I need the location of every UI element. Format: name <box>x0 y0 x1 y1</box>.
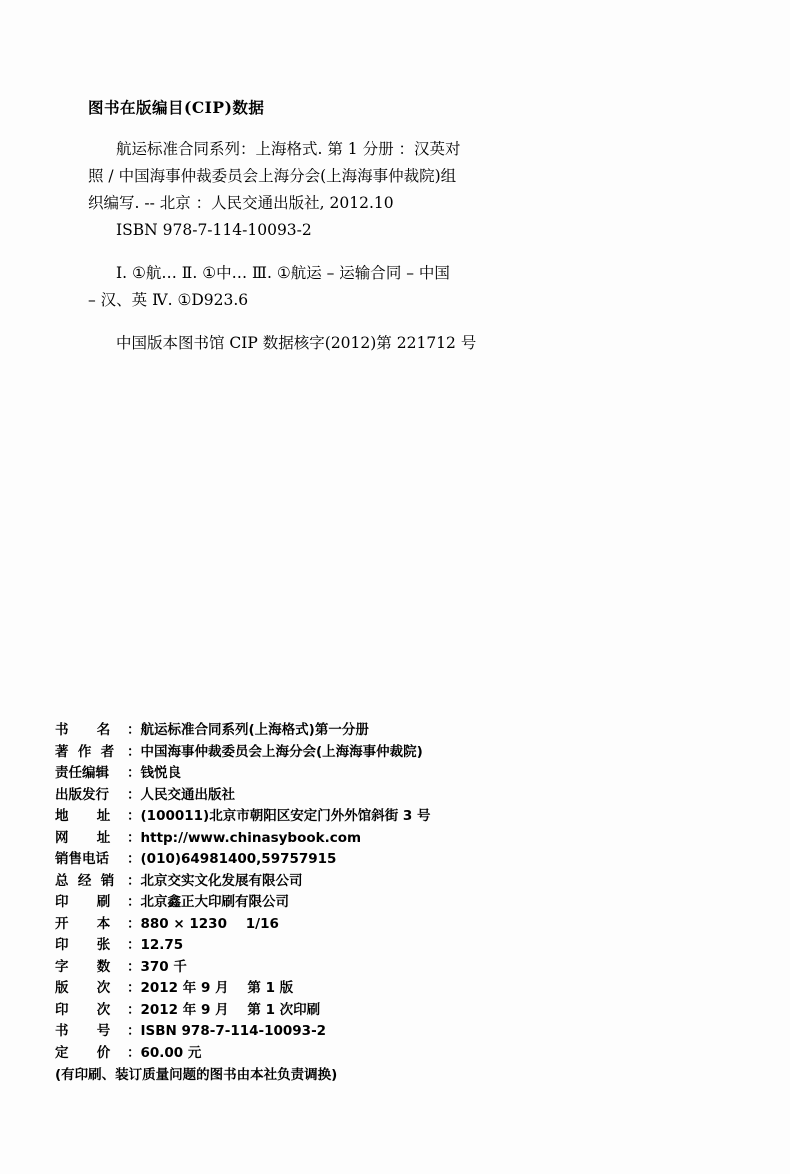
colophon-label: 版 次 <box>55 980 111 996</box>
cip-heading: 图书在版编目(CIP)数据 <box>88 98 265 117</box>
colophon-separator: ： <box>127 851 141 867</box>
colophon-separator: ： <box>127 915 141 932</box>
colophon-label: 开 本 <box>55 915 111 932</box>
colophon-row <box>55 828 745 850</box>
colophon-value: 2012 年 9 月 第 1 版 <box>140 980 294 996</box>
cip-isbn-line: ISBN 978-7-114-10093-2 <box>116 221 312 239</box>
colophon-label: 出版发行 <box>55 786 109 803</box>
colophon-value: (010)64981400,59757915 <box>140 851 337 867</box>
colophon-website-value[interactable]: http://www.chinasybook.com <box>140 829 362 846</box>
colophon-value: 航运标准合同系列(上海格式)第一分册 <box>140 722 369 738</box>
colophon-separator: ： <box>127 808 141 824</box>
colophon-row <box>55 871 745 893</box>
colophon-row <box>55 742 745 764</box>
colophon-label: 印 刷 <box>55 894 111 910</box>
colophon-row <box>55 892 745 914</box>
colophon-separator: ： <box>127 894 141 910</box>
colophon-label: 书 号 <box>55 1023 111 1039</box>
colophon-value: 2012 年 9 月 第 1 次印刷 <box>140 1001 321 1018</box>
colophon-separator: ： <box>127 1023 141 1039</box>
colophon-label: 地 址 <box>55 808 111 824</box>
colophon-label: 著 作 者 <box>55 743 115 760</box>
colophon-value: 中国海事仲裁委员会上海分会(上海海事仲裁院) <box>140 743 423 760</box>
cip-classification-line: – 汉、英 Ⅳ. ①D923.6 <box>88 291 249 309</box>
colophon-row <box>55 978 745 1000</box>
colophon-row <box>55 914 745 936</box>
colophon-row <box>55 1000 745 1022</box>
colophon-separator: ： <box>127 765 141 781</box>
cip-archive-number: 中国版本图书馆 CIP 数据核字(2012)第 221712 号 <box>116 334 477 352</box>
colophon-row <box>55 849 745 871</box>
colophon-label: 印 次 <box>55 1001 111 1018</box>
colophon-separator: ： <box>127 872 141 889</box>
colophon-row <box>55 1021 745 1043</box>
colophon-row <box>55 763 745 785</box>
cip-line: 航运标准合同系列：上海格式. 第 1 分册 ：汉英对 <box>116 140 461 158</box>
cip-line: 照 / 中国海事仲裁委员会上海分会(上海海事仲裁院)组 <box>88 167 457 185</box>
colophon-separator: ： <box>127 958 141 975</box>
colophon-block <box>55 720 745 1087</box>
colophon-value: 370 千 <box>140 958 187 975</box>
colophon-separator: ： <box>127 743 141 760</box>
cip-data-block <box>88 96 688 357</box>
colophon-value: 880 × 1230 1/16 <box>140 915 279 932</box>
colophon-label: 责任编辑 <box>55 765 109 781</box>
colophon-separator: ： <box>127 829 141 846</box>
colophon-value: 12.75 <box>140 937 184 953</box>
colophon-value: 钱悦良 <box>140 765 181 781</box>
colophon-row <box>55 935 745 957</box>
colophon-row <box>55 1043 745 1065</box>
colophon-value: 北京交实文化发展有限公司 <box>140 872 303 889</box>
colophon-separator: ： <box>127 937 141 953</box>
colophon-value: (100011)北京市朝阳区安定门外外馆斜街 3 号 <box>140 808 431 824</box>
colophon-label: 网 址 <box>55 829 111 846</box>
colophon-row <box>55 957 745 979</box>
cip-line: 织编写. -- 北京 ：人民交通出版社, 2012.10 <box>88 194 394 212</box>
colophon-row <box>55 806 745 828</box>
colophon-separator: ： <box>127 722 141 738</box>
colophon-label: 销售电话 <box>55 851 109 867</box>
cip-classification-line: Ⅰ. ①航… Ⅱ. ①中… Ⅲ. ①航运 – 运输合同 – 中国 <box>116 264 450 282</box>
colophon-separator: ： <box>127 1001 141 1018</box>
colophon-separator: ： <box>127 786 141 803</box>
colophon-label: 印 张 <box>55 937 111 953</box>
colophon-label: 总 经 销 <box>55 872 115 889</box>
colophon-row <box>55 785 745 807</box>
colophon-note: (有印刷、装订质量问题的图书由本社负责调换) <box>55 1067 338 1083</box>
colophon-isbn-value: ISBN 978-7-114-10093-2 <box>140 1023 327 1039</box>
colophon-row <box>55 720 745 742</box>
colophon-label: 定 价 <box>55 1044 111 1061</box>
colophon-separator: ： <box>127 980 141 996</box>
colophon-value: 北京鑫正大印刷有限公司 <box>140 894 289 910</box>
colophon-value: 人民交通出版社 <box>140 786 235 803</box>
colophon-separator: ： <box>127 1044 141 1061</box>
colophon-label: 书 名 <box>55 722 111 738</box>
colophon-label: 字 数 <box>55 958 111 975</box>
colophon-price-value: 60.00 元 <box>140 1044 202 1061</box>
